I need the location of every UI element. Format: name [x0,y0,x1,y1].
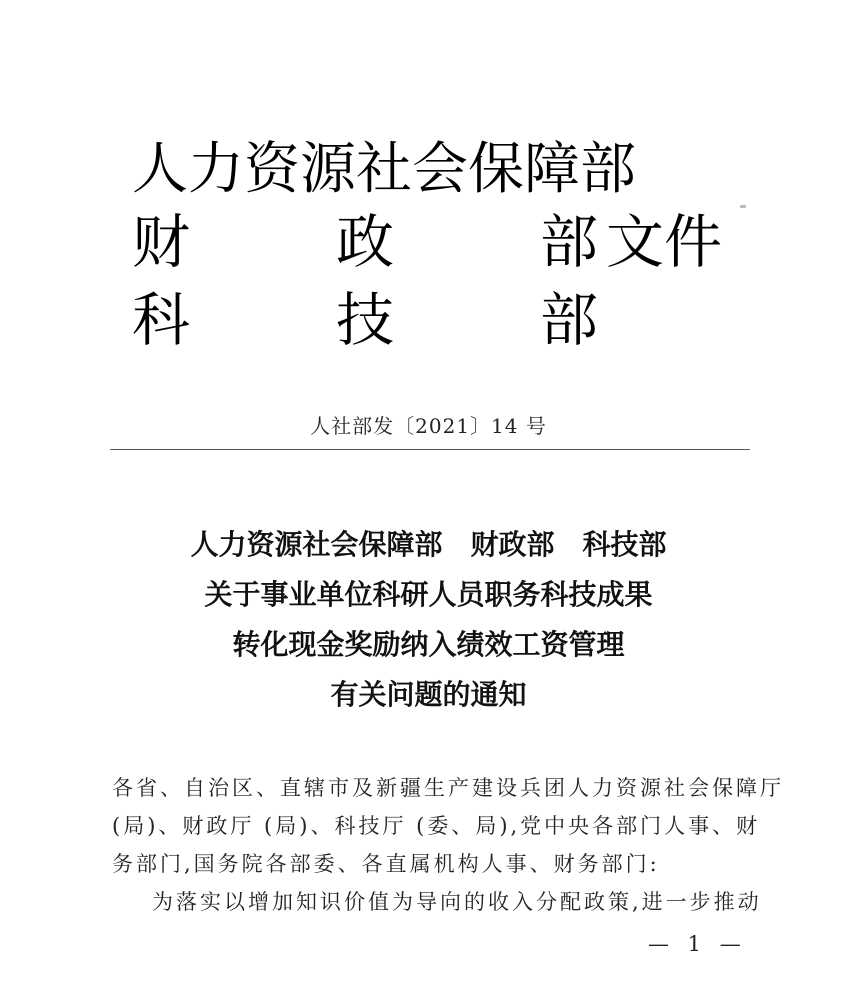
issuer-row2-cell1: 财 [132,208,191,276]
issuer-row2-cell3: 部 [540,208,599,276]
body-line-1: 各省、自治区、直辖市及新疆生产建设兵团人力资源社会保障厅 [112,776,784,800]
page-number: — 1 — [648,932,747,956]
title-line-2: 关于事业单位科研人员职务科技成果 [204,578,653,611]
issuer-row3-cell2: 技 [336,286,395,354]
body-line-3: 务部门,国务院各部委、各直属机构人事、财务部门: [112,852,660,876]
document-number: 人社部发〔2021〕14 号 [310,414,547,438]
issuer-row3-cell1: 科 [132,286,191,354]
document-type-label: 文件 [606,208,723,276]
issuer-line-1: 人力资源社会保障部 [132,137,636,202]
title-line-1: 人力资源社会保障部 财政部 科技部 [190,528,667,561]
scan-speck [740,205,746,208]
body-line-4: 为落实以增加知识价值为导向的收入分配政策,进一步推动 [152,890,762,914]
title-line-4: 有关问题的通知 [330,678,527,711]
body-line-2: (局)、财政厅 (局)、科技厅 (委、局),党中央各部门人事、财 [112,814,761,838]
issuer-row2-cell2: 政 [336,208,395,276]
issuer-row3-cell3: 部 [540,286,599,354]
title-line-3: 转化现金奖励纳入绩效工资管理 [232,628,625,661]
header-divider [110,449,750,450]
